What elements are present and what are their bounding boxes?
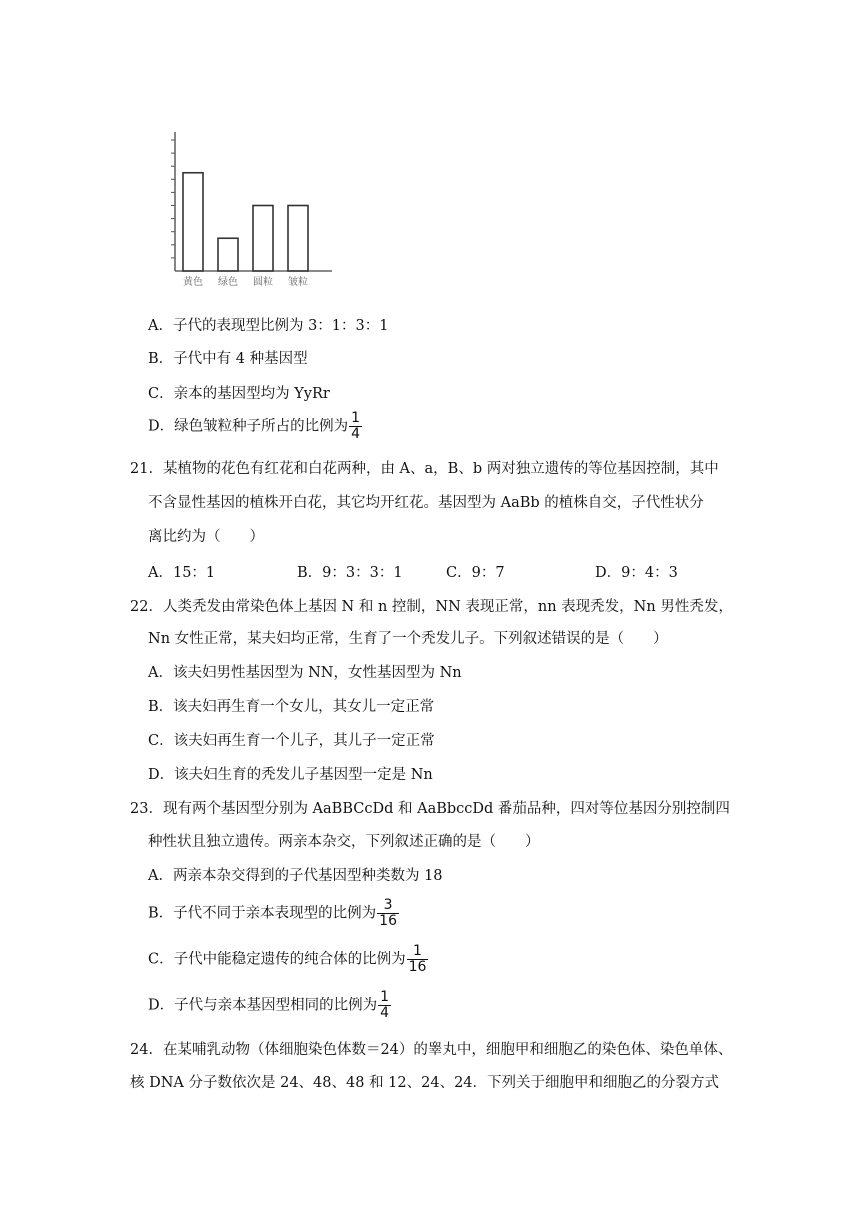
fraction — [407, 944, 429, 975]
fraction-denominator: 4 — [351, 426, 361, 442]
fraction-numerator: 1 — [380, 989, 390, 1005]
q23-option-c-text: C．子代中能稳定遗传的纯合体的比例为 — [148, 951, 406, 968]
q20-option-d-text: D．绿色皱粒种子所占的比例为 — [148, 418, 349, 435]
x-tick-label: 皱粒 — [288, 277, 308, 288]
q21-stem-line1: 21．某植物的花色有红花和白花两种，由 A、a，B、b 两对独立遗传的等位基因控制，其中 — [130, 461, 719, 477]
bar — [253, 206, 273, 272]
q22-stem-line2: Nn 女性正常，某夫妇均正常，生育了一个秃发儿子。下列叙述错误的是（ ） — [148, 631, 668, 647]
q24-stem-line1: 24．在某哺乳动物（体细胞染色体数＝24）的睾丸中，细胞甲和细胞乙的染色体、染色单体、 — [130, 1042, 733, 1058]
q23-option-d — [148, 990, 391, 1021]
fraction-numerator: 1 — [407, 944, 429, 960]
fraction-denominator: 16 — [408, 959, 427, 975]
fraction-denominator: 4 — [380, 1005, 390, 1021]
fraction — [349, 411, 362, 442]
q22-option-a: A．该夫妇男性基因型为 NN，女性基因型为 Nn — [148, 665, 462, 681]
fraction-numerator: 1 — [351, 410, 361, 426]
q21-option-d: D．9：4：3 — [595, 565, 678, 581]
q21-stem-line2: 不含显性基因的植株开白花，其它均开红花。基因型为 AaBb 的植株自交，子代性状分 — [148, 495, 704, 511]
q22-option-c: C．该夫妇再生育一个儿子，其儿子一定正常 — [148, 733, 435, 749]
q22-option-d: D．该夫妇生育的秃发儿子基因型一定是 Nn — [148, 767, 433, 783]
q23-option-c — [148, 944, 428, 975]
bar — [183, 173, 203, 271]
fraction — [377, 898, 399, 929]
fraction — [378, 990, 391, 1021]
q23-stem-line2: 种性状且独立遗传。两亲本杂交，下列叙述正确的是（ ） — [148, 834, 540, 850]
q20-option-c: C．亲本的基因型均为 YyRr — [148, 386, 330, 402]
fraction-denominator: 16 — [379, 913, 397, 929]
q22-option-b: B．该夫妇再生育一个女儿，其女儿一定正常 — [148, 699, 435, 715]
q23-option-a: A．两亲本杂交得到的子代基因型种类数为 18 — [148, 868, 443, 884]
bar-chart — [140, 118, 340, 298]
q21-stem-line3: 离比约为（ ） — [148, 529, 264, 545]
q20-option-d — [148, 411, 362, 442]
q21-option-c: C．9：7 — [446, 565, 505, 581]
q21-option-a: A．15：1 — [148, 565, 216, 581]
x-tick-label: 黄色 — [183, 277, 203, 288]
q21-option-b: B．9：3：3：1 — [297, 565, 403, 581]
q24-stem-line2: 核 DNA 分子数依次是 24、48、48 和 12、24、24．下列关于细胞甲和细胞乙的分裂方式 — [130, 1075, 720, 1091]
q23-option-b-text: B．子代不同于亲本表现型的比例为 — [148, 905, 377, 922]
q20-option-b: B．子代中有 4 种基因型 — [148, 351, 308, 367]
fraction-numerator: 3 — [377, 898, 399, 914]
bar — [218, 238, 238, 271]
q23-option-b — [148, 898, 399, 929]
q23-stem-line1: 23．现有两个基因型分别为 AaBBCcDd 和 AaBbccDd 番茄品种，四对等位基因分别控制四 — [130, 801, 730, 817]
q20-option-a: A．子代的表现型比例为 3：1：3：1 — [148, 318, 389, 334]
x-tick-label: 绿色 — [218, 277, 238, 288]
q23-option-d-text: D．子代与亲本基因型相同的比例为 — [148, 997, 378, 1014]
bar — [288, 206, 308, 272]
q22-stem-line1: 22．人类秃发由常染色体上基因 N 和 n 控制，NN 表现正常，nn 表现秃发，Nn 男性秃发， — [130, 599, 733, 615]
x-tick-label: 圆粒 — [253, 277, 273, 288]
